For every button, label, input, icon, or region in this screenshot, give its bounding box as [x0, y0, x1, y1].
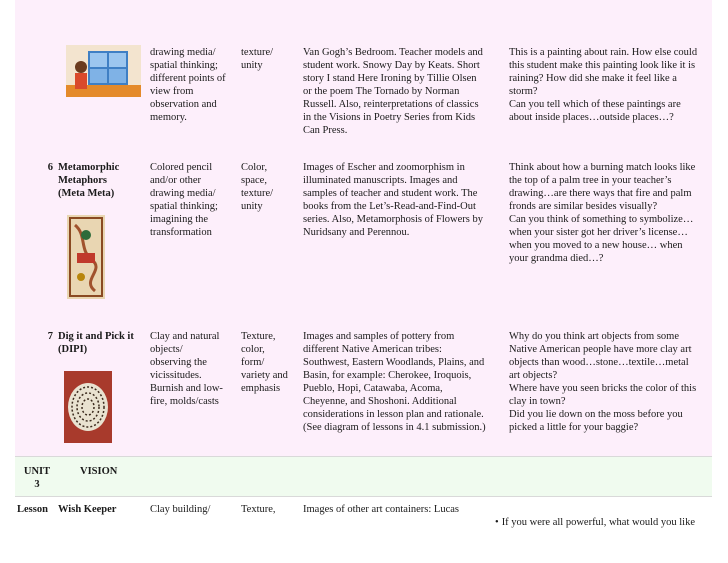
row5-visuals-cell: [303, 46, 503, 137]
row6-visuals-cell: Images of Escher and zoomorphism in illuminated manuscripts. Images and samples of teacher and student work. The books from the Let’s-Read-and-Find-Out series. Also, Metamorphosis of Flowers by Nuridsany and Perennou.: [303, 162, 483, 238]
unit-label: UNIT 3: [23, 466, 51, 490]
next-questions-text: If you were all powerful, what would you like: [501, 517, 696, 528]
row6-elements-cell: Color, space, texture/ unity: [241, 162, 274, 212]
row6-questions-cell: Think about how a burning match looks like the top of a palm tree in your teacher’s drawing…are there ways that fire and palm fronds are similar besides visually? Can you think of something to symbolize… when your sister got her driver’s license… when you moved to a new house… when your grandma died…?: [509, 162, 696, 264]
next-lesson-title: Wish Keeper: [58, 504, 117, 515]
row7-media-cell: Clay and natural objects/ observing the vicissitudes. Burnish and low- fire, molds/casts: [150, 331, 223, 407]
row7-number: 7: [47, 331, 53, 342]
bullet-icon: •: [495, 517, 499, 528]
row6-number: 6: [47, 162, 53, 173]
illuminated-manuscript-thumbnail: [67, 215, 105, 299]
next-visuals-cell: Images of other art containers: Lucas: [303, 504, 459, 515]
row7-elements-cell: Texture, color, form/ variety and emphasis: [241, 331, 288, 394]
row6-lesson-title: Metamorphic Metaphors (Meta Meta): [58, 162, 120, 199]
row5-visuals-text: Van Gogh’s Bedroom. Teacher models and student work. Snowy Day by Keats. Short story I stand Here Ironing by Tillie Olsen or the poem The Tornado by Norman Russell. Also, reinterpretations of classics in the Visions in Poetry Series from Kids Can Press.: [303, 47, 483, 136]
row5-questions-cell: This is a painting about rain. How else could this student make this painting look like it is raining? How did she make it feel like a storm? Can you tell which of these paintings are about inside places…outside places…?: [509, 47, 698, 123]
next-elements-cell: Texture,: [241, 504, 276, 515]
row6-media-cell: Colored pencil and/or other drawing media/ spatial thinking; imagining the transformation: [150, 162, 218, 238]
lesson-column-label: Lesson: [17, 504, 48, 515]
next-questions-cell: [495, 503, 712, 529]
row-divider: [15, 496, 712, 497]
row5-media-cell: drawing media/ spatial thinking; different points of view from observation and memory.: [150, 47, 226, 123]
row7-visuals-cell: Images and samples of pottery from different Native American tribes: Southwest, Eastern Woodlands, Plains, and Basin, for example: Cherokee, Iroquois, Pueblo, Hopi, Catawaba, Acoma, Cheyenne, and Shoshoni. Additional considerations in lesson plan and rationale. (See diagram of lessons in 4.1 submission.): [303, 331, 486, 433]
row7-lesson-title: Dig it and Pick it (DIPI): [58, 331, 134, 355]
pottery-thumbnail: [64, 371, 112, 443]
row5-elements-cell: texture/ unity: [241, 47, 274, 71]
row7-questions-cell: Why do you think art objects from some Native American people have more clay art objects than wood…stone…textile…metal art objects? Where have you seen bricks the color of this clay in town? Did you lie down on the moss before you picked a little for your baggie?: [509, 331, 697, 433]
unit-title: VISION: [80, 466, 118, 477]
rain-painting-thumbnail: [66, 45, 141, 97]
next-media-cell: Clay building/: [150, 504, 211, 515]
row-divider: [15, 456, 712, 457]
